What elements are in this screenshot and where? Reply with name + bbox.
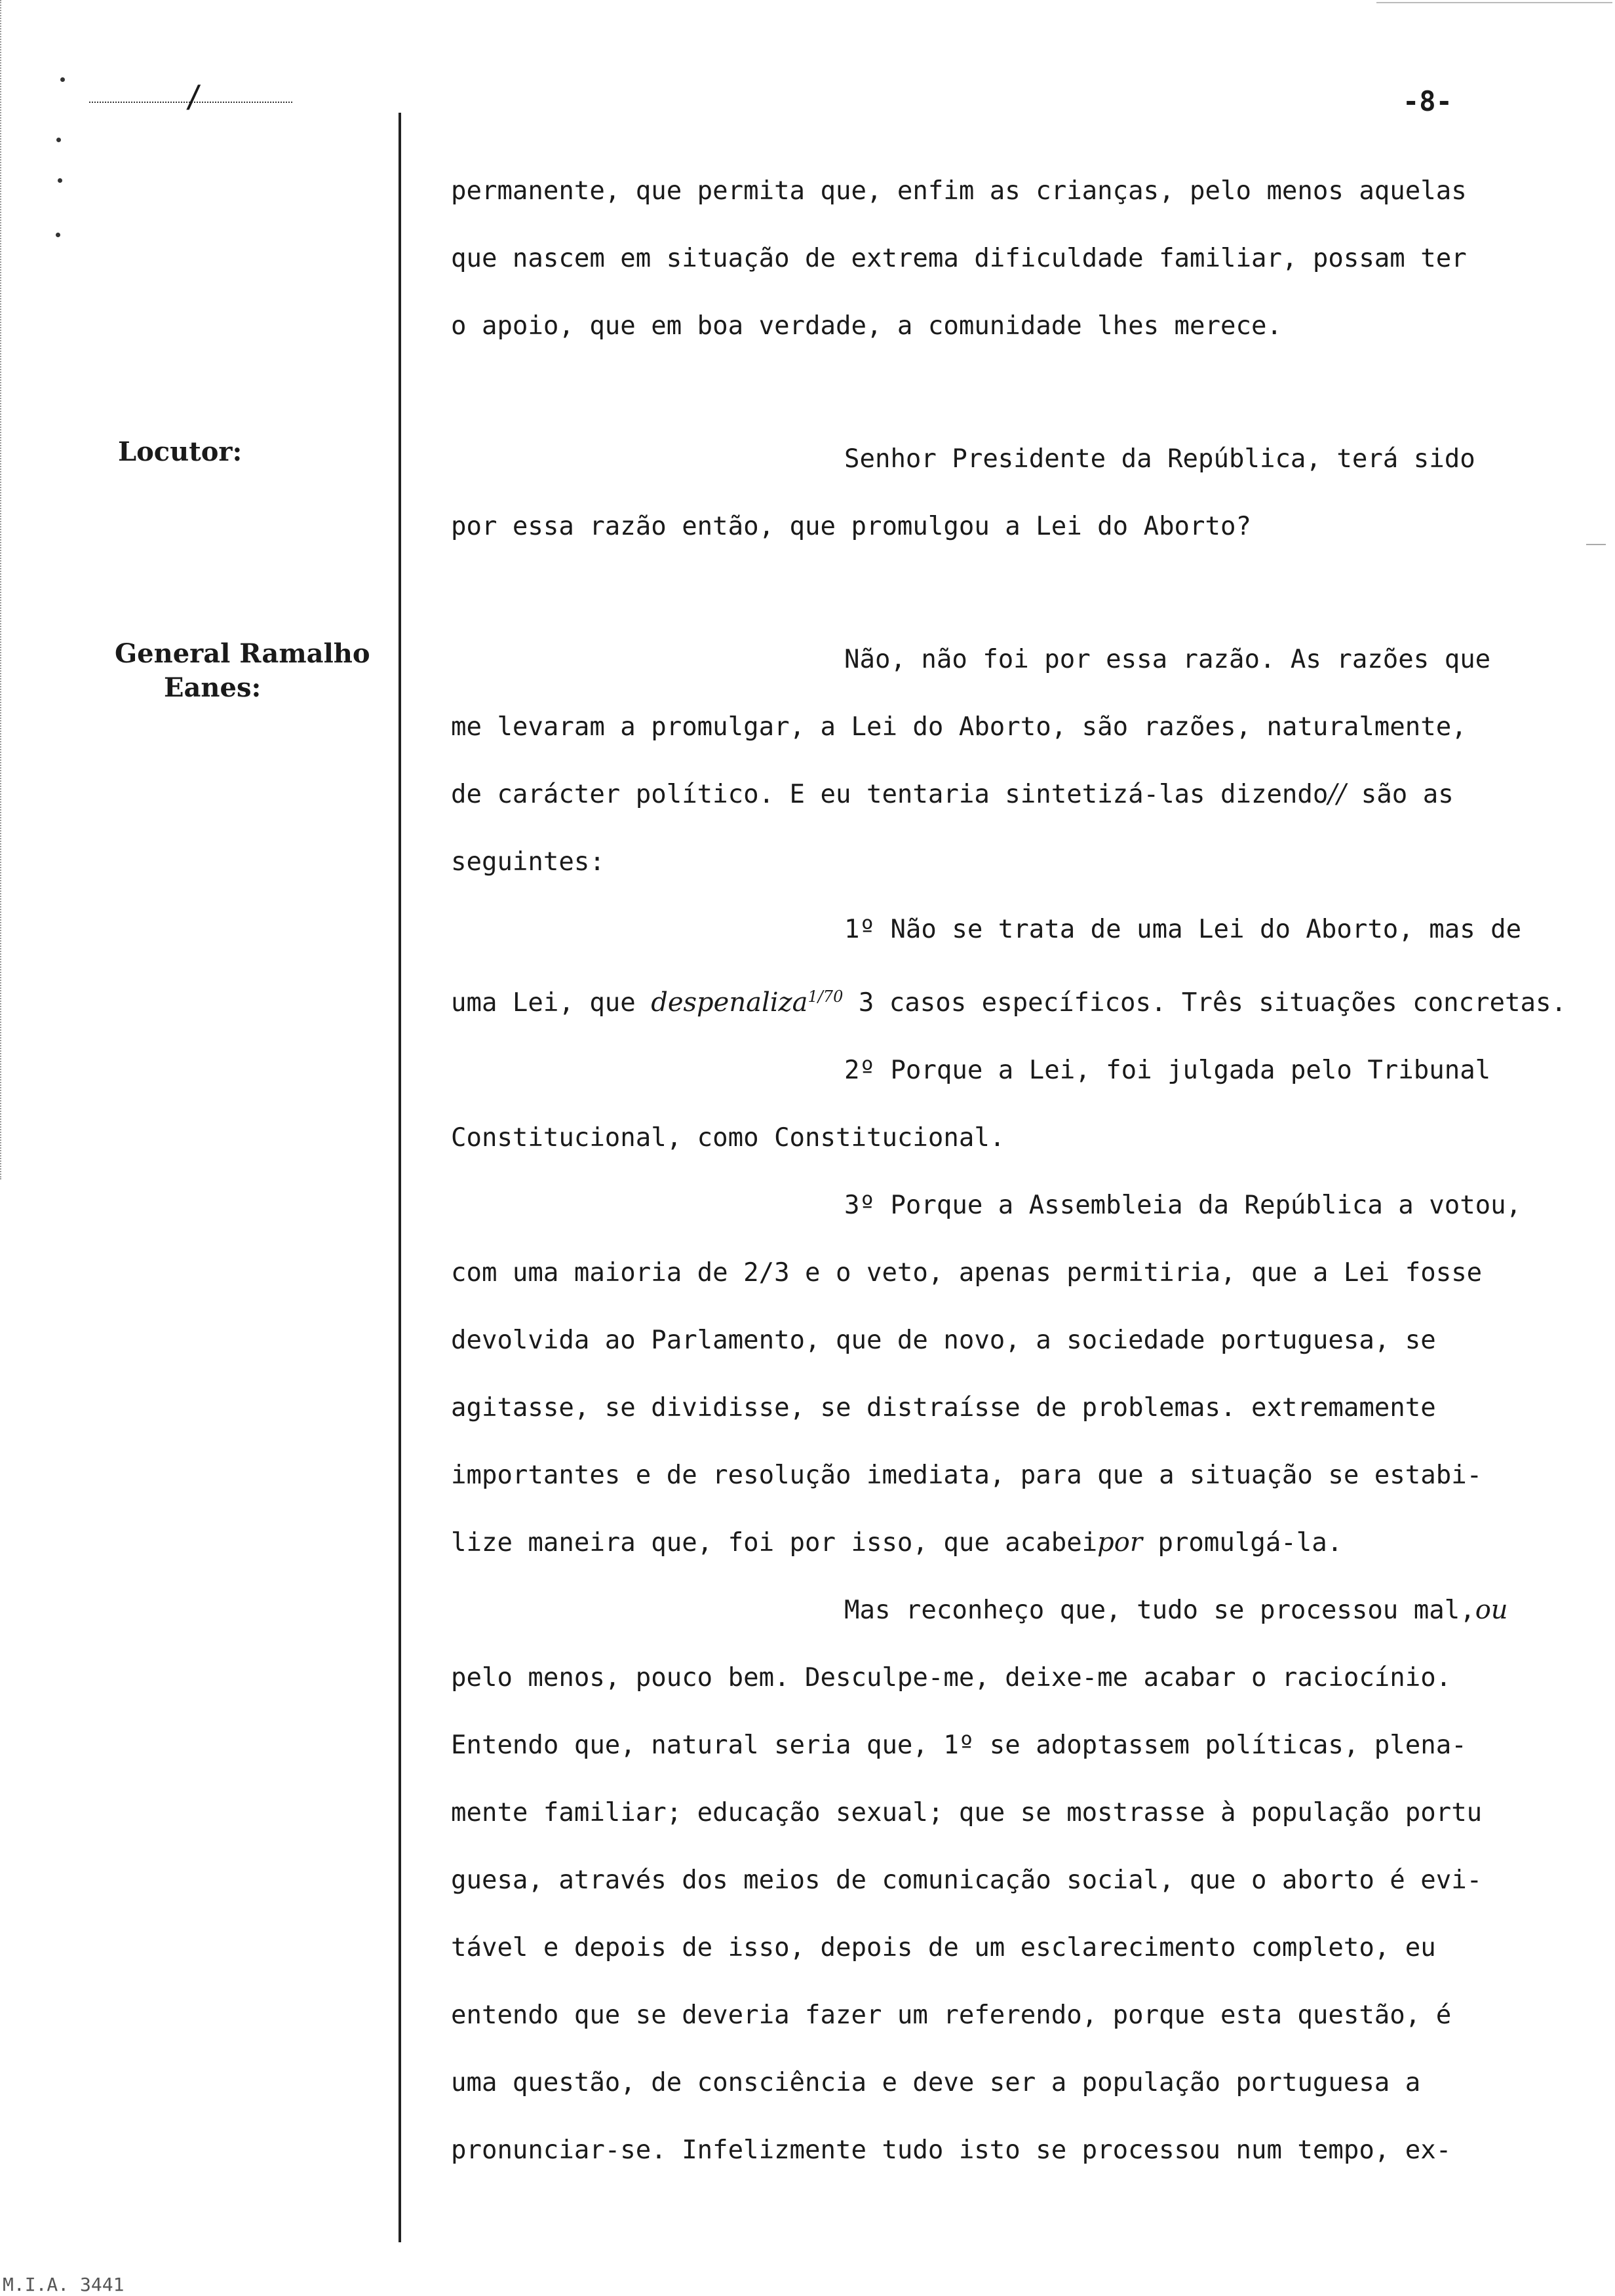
handwritten-word: despenaliza bbox=[651, 987, 808, 1018]
speaker-locutor: Locutor: bbox=[118, 436, 243, 467]
text-line: permanente, que permita que, enfim as crianças, pelo menos aquelas bbox=[451, 176, 1467, 206]
speaker-general bbox=[115, 637, 377, 705]
point-text: lize maneira que, foi por isso, que acabei bbox=[451, 1528, 1098, 1558]
question-line: por essa razão então, que promulgou a Lei do Aborto? bbox=[451, 512, 1251, 541]
transcript-body bbox=[451, 157, 1595, 2184]
point-line: devolvida ao Parlamento, que de novo, a sociedade portuguesa, se bbox=[451, 1326, 1436, 1355]
handwritten-mark: // bbox=[1328, 779, 1346, 809]
answer-line: me levaram a promulgar, a Lei do Aborto, são razões, naturalmente, bbox=[451, 712, 1467, 742]
answer-line: Não, não foi por essa razão. As razões que bbox=[844, 645, 1491, 674]
text-line bbox=[451, 1577, 1595, 1644]
reference-mark: / bbox=[185, 79, 203, 114]
point-line: 1º Não se trata de uma Lei do Aborto, mas de bbox=[844, 915, 1522, 944]
page-left-edge bbox=[0, 0, 3, 1179]
answer-line bbox=[451, 761, 1595, 828]
point-line: 2º Porque a Lei, foi julgada pelo Tribunal bbox=[844, 1056, 1491, 1085]
point-line bbox=[451, 1509, 1595, 1577]
text-segment: Mas reconheço que, tudo se processou mal, bbox=[844, 1596, 1475, 1625]
text-line: pronunciar-se. Infelizmente tudo isto se processou num tempo, ex- bbox=[451, 2135, 1452, 2165]
point-line: com uma maioria de 2/3 e o veto, apenas permitiria, que a Lei fosse bbox=[451, 1258, 1483, 1288]
answer-text: são as bbox=[1346, 780, 1454, 809]
text-line: que nascem em situação de extrema dificuldade familiar, possam ter bbox=[451, 244, 1467, 273]
spacer bbox=[451, 360, 1595, 425]
top-rule bbox=[1376, 2, 1612, 3]
speaker-general-surname: Eanes: bbox=[164, 672, 262, 703]
question-line: Senhor Presidente da República, terá sido bbox=[844, 444, 1475, 474]
spacer bbox=[451, 560, 1595, 626]
column-divider bbox=[399, 113, 401, 2242]
margin-dot bbox=[56, 233, 60, 237]
footer-mark: M.I.A. 3441 bbox=[3, 2274, 125, 2295]
point-line: agitasse, se dividisse, se distraísse de problemas. extremamente bbox=[451, 1393, 1436, 1423]
page-number: -8- bbox=[1403, 85, 1452, 117]
handwritten-word: por bbox=[1097, 1527, 1142, 1558]
text-line: uma questão, de consciência e deve ser a população portuguesa a bbox=[451, 2068, 1421, 2097]
text-line: guesa, através dos meios de comunicação social, que o aborto é evi- bbox=[451, 1866, 1483, 1895]
point-line: 3º Porque a Assembleia da República a votou, bbox=[844, 1191, 1522, 1220]
margin-dot bbox=[56, 138, 61, 142]
margin-dot bbox=[58, 178, 62, 183]
text-line: o apoio, que em boa verdade, a comunidade lhes merece. bbox=[451, 311, 1282, 341]
text-line: Entendo que, natural seria que, 1º se adoptassem políticas, plena- bbox=[451, 1731, 1467, 1760]
point-line: Constitucional, como Constitucional. bbox=[451, 1123, 1005, 1153]
point-text: 3 casos específicos. Três situações concretas. bbox=[843, 988, 1566, 1018]
text-line: entendo que se deveria fazer um referendo, porque esta questão, é bbox=[451, 2000, 1452, 2030]
point-text: promulgá-la. bbox=[1142, 1528, 1343, 1558]
answer-text: de carácter político. E eu tentaria sintetizá-las dizendo bbox=[451, 780, 1329, 809]
point-line bbox=[451, 963, 1595, 1037]
point-text: uma Lei, que bbox=[451, 988, 652, 1018]
answer-line: seguintes: bbox=[451, 847, 605, 877]
handwritten-word: ou bbox=[1475, 1595, 1508, 1625]
speaker-general-name: General Ramalho bbox=[115, 638, 370, 669]
point-line: importantes e de resolução imediata, para que a situação se estabi- bbox=[451, 1461, 1483, 1490]
text-line: mente familiar; educação sexual; que se mostrasse à população portu bbox=[451, 1798, 1483, 1827]
margin-dot bbox=[60, 77, 65, 82]
text-line: tável e depois de isso, depois de um esclarecimento completo, eu bbox=[451, 1933, 1436, 1962]
handwritten-note: 1/70 bbox=[808, 987, 844, 1006]
text-line: pelo menos, pouco bem. Desculpe-me, deixe-me acabar o raciocínio. bbox=[451, 1663, 1452, 1693]
